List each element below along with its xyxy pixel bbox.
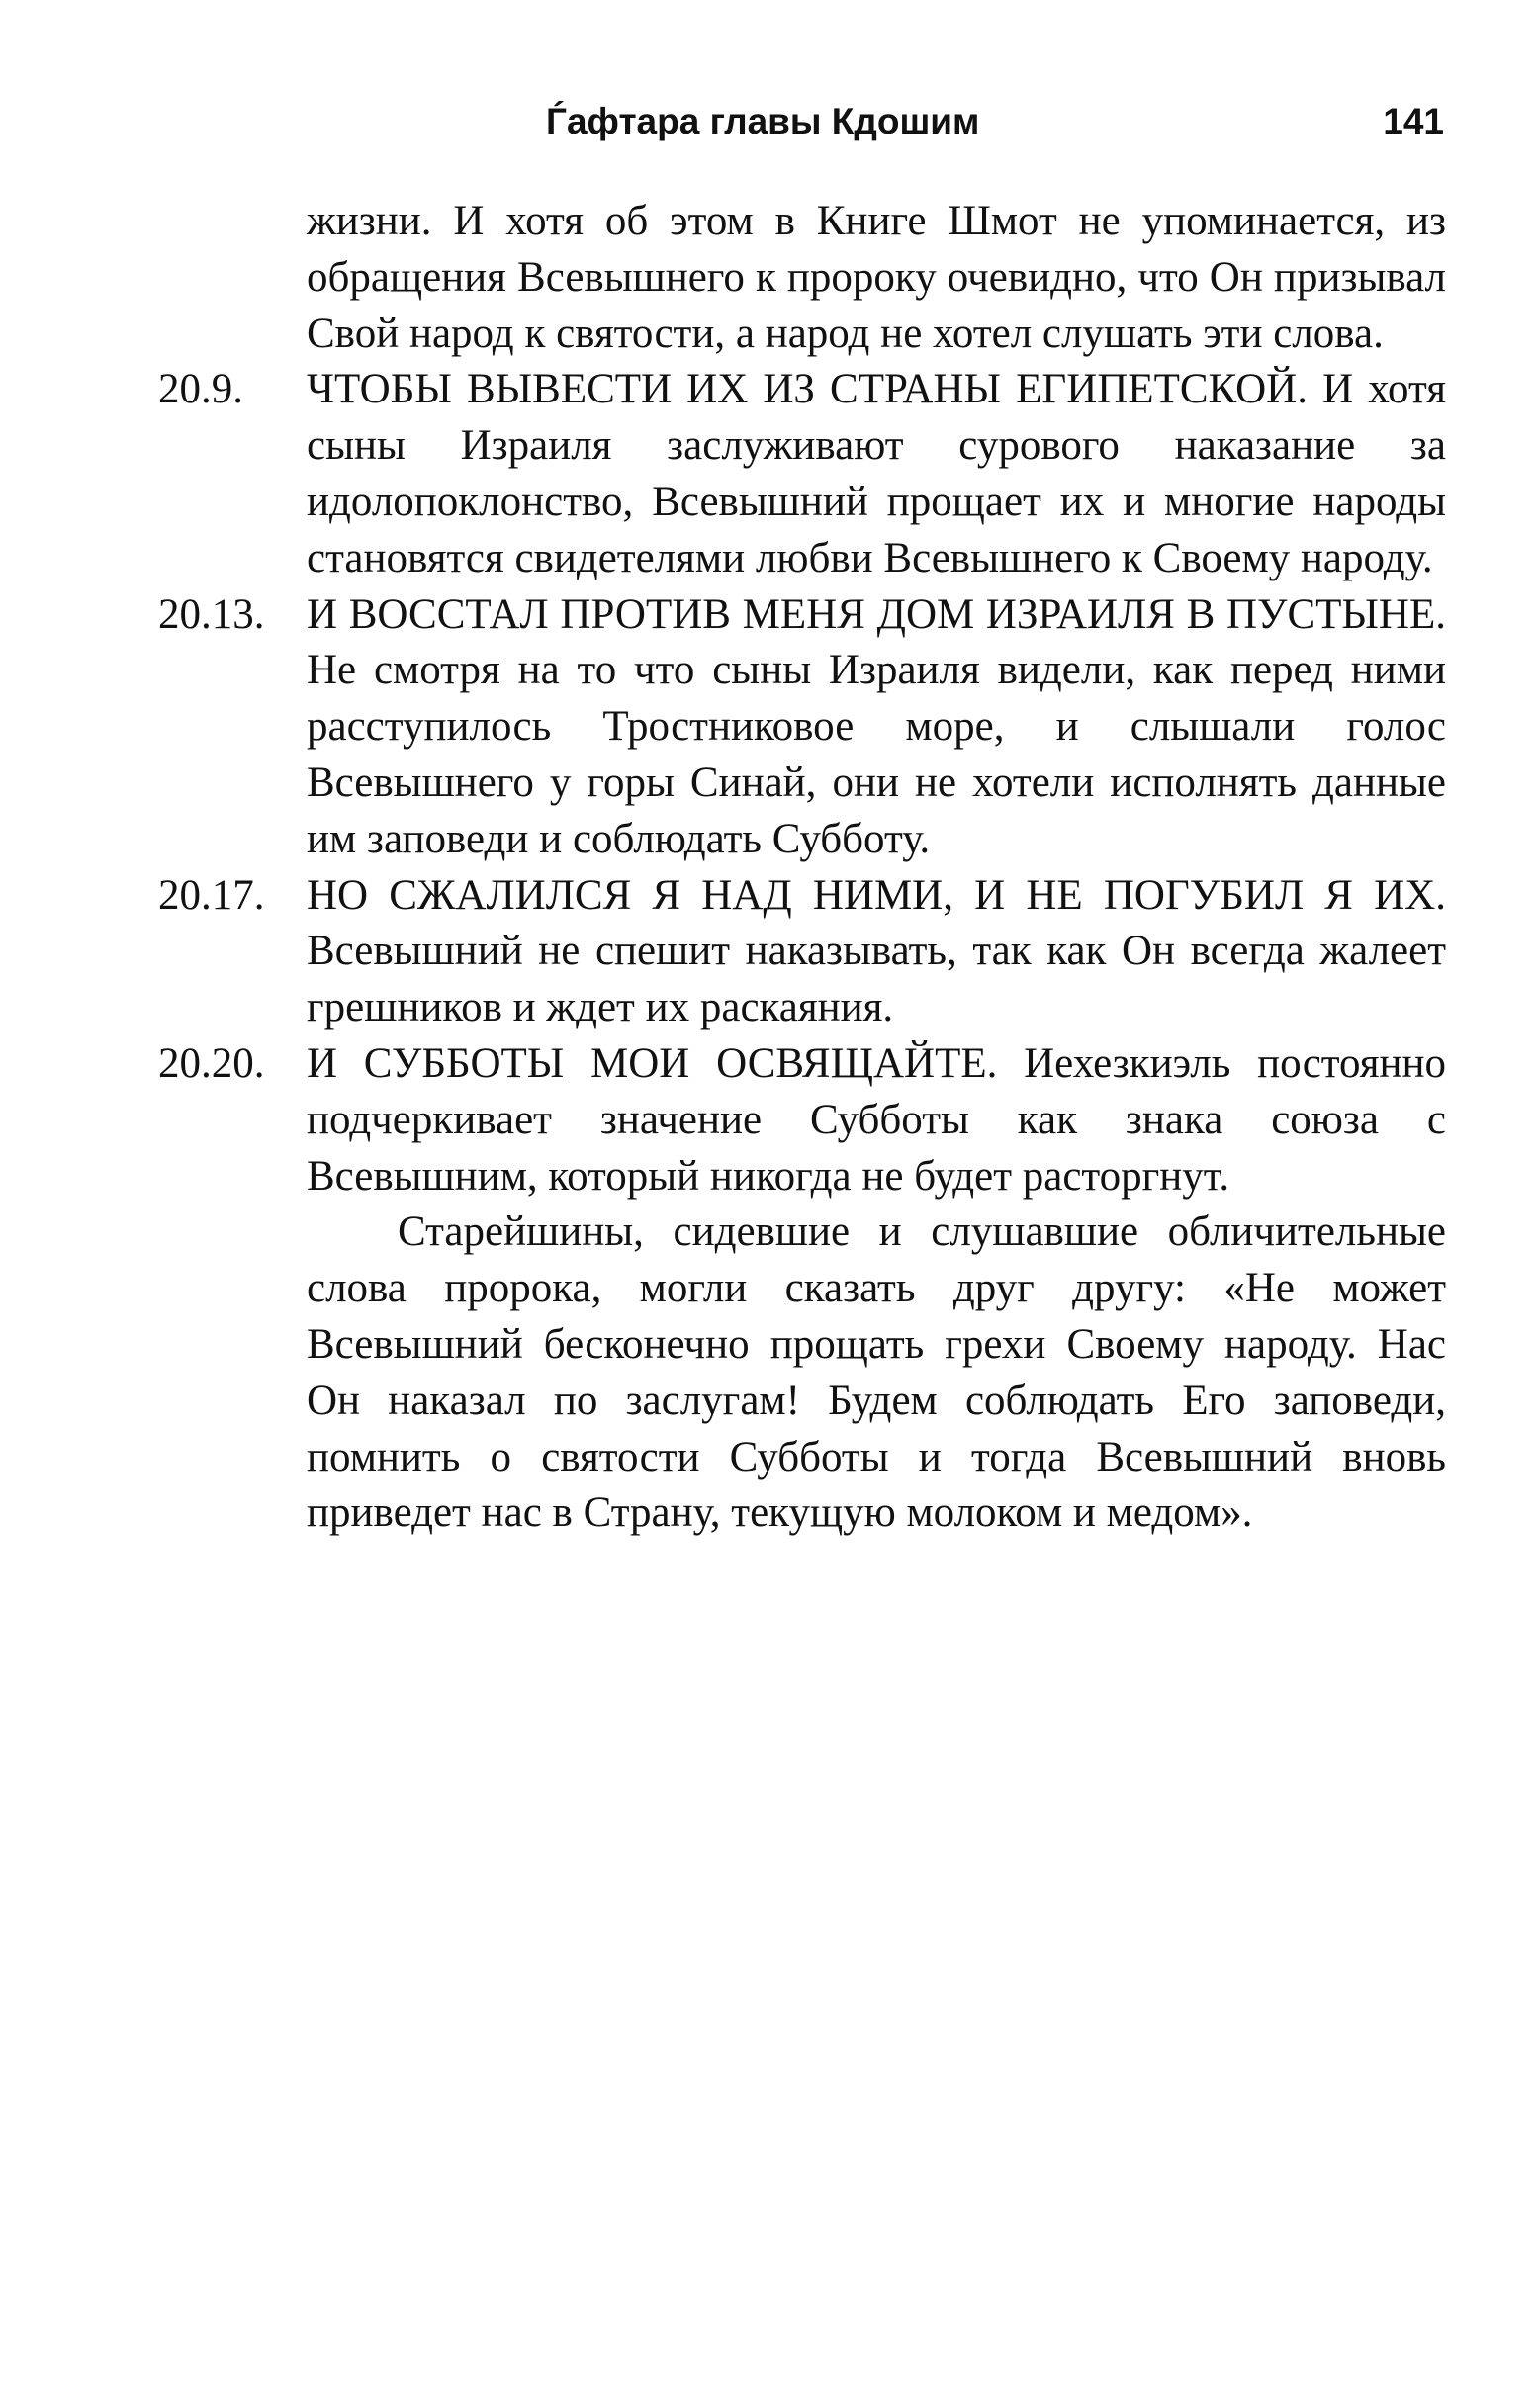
closing-paragraph: Старейшины, сидевшие и слушавшие обличительные слова пророка, могли сказать друг другу: «Не может Всевышний бесконечно прощать грехи Своему народу. Нас Он наказал по заслугам! Будем соблюдать Его заповеди, помнить о святости Субботы и тогда Всевышний вновь приведет нас в Страну, текущую молоком и медом». — [307, 1208, 1446, 1537]
page-body — [158, 194, 1446, 1542]
entry-text: И СУББОТЫ МОИ ОСВЯЩАЙТЕ. Иехезкиэль постоянно подчеркивает значение Субботы как знака союза с Всевышним, который никогда не будет расторгнут. — [307, 1039, 1446, 1200]
entry-text: ЧТОБЫ ВЫВЕСТИ ИХ ИЗ СТРАНЫ ЕГИПЕТСКОЙ. И хотя сыны Израиля заслуживают сурового наказание за идолопоклонство, Всевышний прощает их и многие народы становятся свидетелями любви Всевышнего к Своему народу. — [307, 366, 1446, 581]
verse-number: 20.13. — [158, 590, 265, 638]
commentary-entry-20-9 — [158, 362, 1446, 586]
intro-paragraph: жизни. И хотя об этом в Книге Шмот не упоминается, из обращения Всевышнего к пророку очевидно, что Он призывал Свой народ к святости, а народ не хотел слушать эти слова. — [307, 198, 1446, 357]
verse-number: 20.9. — [158, 366, 243, 413]
running-title: Ѓафтара главы Кдошим — [546, 101, 980, 141]
commentary-entry-20-17 — [158, 868, 1446, 1036]
running-header — [297, 101, 1444, 160]
verse-number: 20.17. — [158, 871, 265, 919]
commentary-entry-20-13 — [158, 587, 1446, 868]
entry-text: НО СЖАЛИЛСЯ Я НАД НИМИ, И НЕ ПОГУБИЛ Я ИХ. Всевышний не спешит наказывать, так как Он всегда жалеет грешников и ждет их раскаяния. — [307, 871, 1446, 1031]
entry-text: И ВОССТАЛ ПРОТИВ МЕНЯ ДОМ ИЗРАИЛЯ В ПУСТЫНЕ. Не смотря на то что сыны Израиля видели, как перед ними расступилось Тростниковое море, и слышали голос Всевышнего у горы Синай, они не хотели исполнять данные им заповеди и соблюдать Субботу. — [307, 590, 1446, 862]
verse-number: 20.20. — [158, 1039, 265, 1087]
page-number: 141 — [1383, 101, 1444, 141]
commentary-entry-20-20 — [158, 1036, 1446, 1204]
